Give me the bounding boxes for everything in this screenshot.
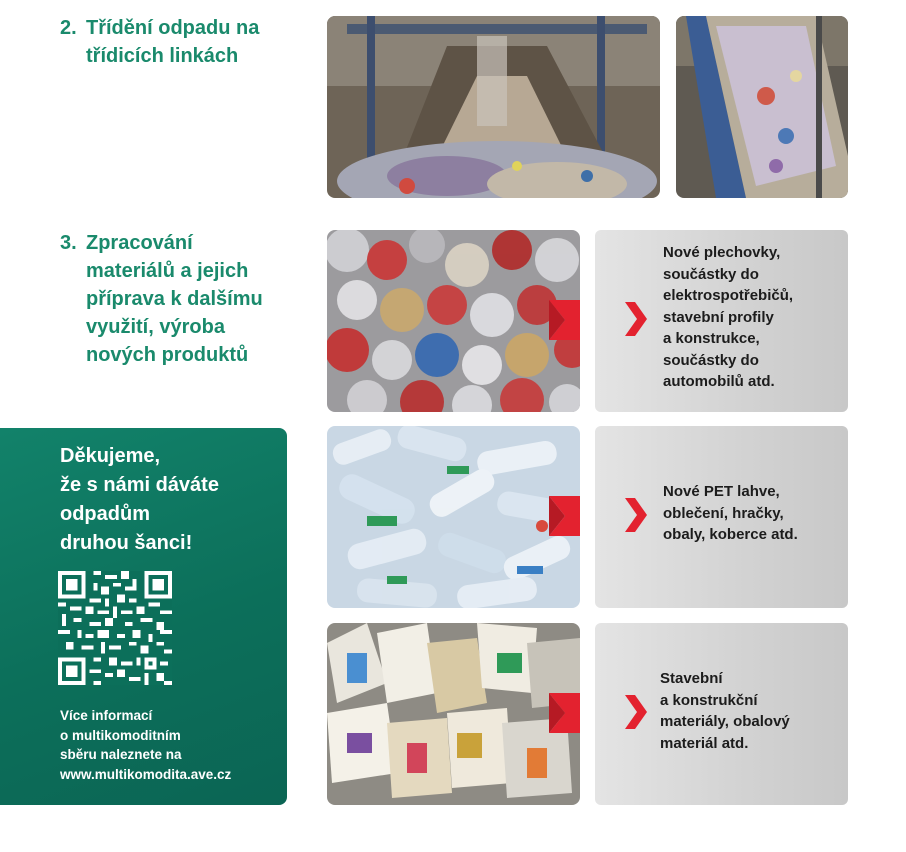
section-3-number: 3. [60,232,77,254]
section-3-heading [60,229,310,369]
cans-photo [327,230,580,412]
cans-products-text: Nové plechovky, součástky do elektrospotřebičů, stavební profily a konstrukce, součástky do automobilů atd. [663,244,794,390]
sorting-line-photo-right [676,16,848,198]
qr-code-icon[interactable] [58,571,172,685]
pet-bottles-photo [327,426,580,608]
more-info-text: Více informací o multikomoditním sběru naleznete na www.multikomodita.ave.cz [60,708,232,782]
cartons-products-box [595,623,848,805]
section-3-title: Zpracování materiálů a jejich příprava k dalšímu využití, výroba nových produktů [86,232,263,366]
beverage-cartons-photo [327,623,580,805]
arrow-right-icon [625,302,647,336]
thank-you-panel [0,428,287,805]
arrow-right-icon [625,498,647,532]
section-2-title: Třídění odpadu na třídicích linkách [86,17,260,67]
thank-you-text: Děkujeme, že s námi dáváte odpadům druhou šanci! [60,445,219,554]
cartons-products-text: Stavební a konstrukční materiály, obalový materiál atd. [660,670,790,752]
cans-products-box [595,230,848,412]
section-2-number: 2. [60,17,77,39]
section-2-heading [60,14,310,70]
pet-products-box [595,426,848,608]
pet-products-text: Nové PET lahve, oblečení, hračky, obaly, koberce atd. [663,483,798,543]
arrow-right-icon [625,695,647,729]
sorting-line-photo-left [327,16,660,198]
